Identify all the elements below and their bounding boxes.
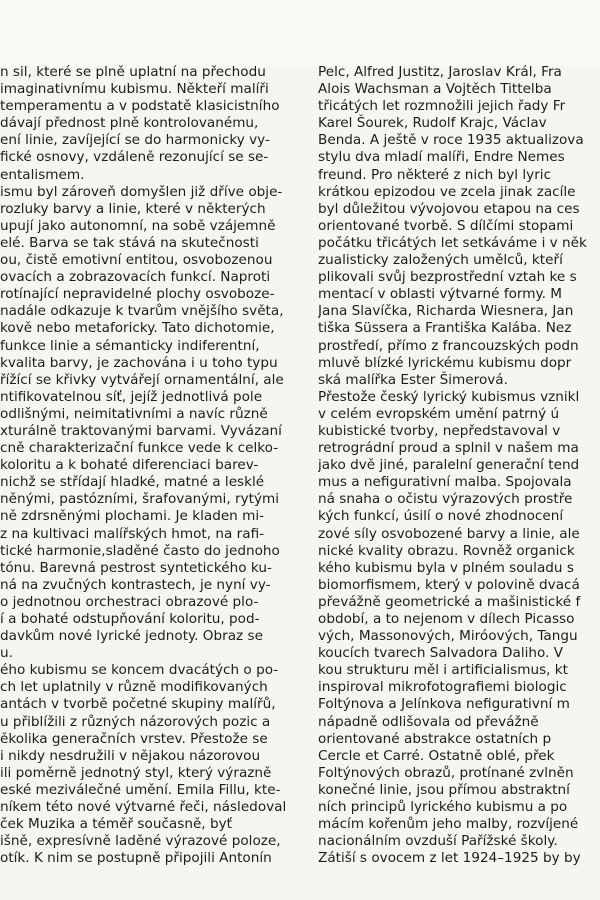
text-line: funkce linie a sémanticky indiferentní,: [0, 337, 260, 354]
text-line: xturálně traktovanými barvami. Vyvázaní: [0, 422, 282, 439]
text-line: išně, expresívně laděné výrazové poloze,: [0, 833, 281, 850]
text-line: ení linie, zavíjející se do harmonicky vy-: [0, 132, 270, 149]
text-line: nápadně odlišovala od převážně: [318, 713, 539, 730]
text-line: orientované abstrakce ostatních p: [318, 730, 552, 747]
page-top-margin: [0, 0, 600, 66]
text-line: Alois Wachsman a Vojtěch Tittelba: [318, 81, 552, 98]
text-line: antách v tvorbě početné skupiny malířů,: [0, 696, 276, 713]
text-line: řížící se křivky vytvářejí ornamentální, ale: [0, 371, 284, 388]
text-line: ou, čistě emotivní entitou, osvobozenou: [0, 252, 273, 269]
text-line: Pelc, Alfred Justitz, Jaroslav Král, Fra: [318, 64, 562, 80]
text-line: dávají přednost plně kontrolovanému,: [0, 115, 259, 132]
text-line: nadále odkazuje k tvarům vnějšího světa,: [0, 303, 284, 320]
text-line: kou strukturu měl i artificialismus, kt: [318, 662, 568, 679]
text-line: ch let uplatnily v různě modifikovaných: [0, 679, 268, 696]
text-line: nichž se střídají hladké, matné a lesklé: [0, 474, 265, 491]
text-line: kvalita barvy, je zachována i u toho typu: [0, 354, 278, 371]
text-line: kově nebo metaforicky. Tato dichotomie,: [0, 320, 275, 337]
text-line: ntifikovatelnou síť, jejíž jednotlivá pole: [0, 388, 263, 405]
text-line: Foltýnova a Jelínkova nefigurativní m: [318, 696, 570, 713]
text-line: kubistické tvorby, nepředstavoval v: [318, 422, 561, 439]
text-line: ná snaha o očistu výrazových prostře: [318, 491, 573, 508]
text-line: převážně geometrické a mašinistické f: [318, 593, 581, 610]
text-line: retrográdní proud a splnil v našem ma: [318, 440, 579, 457]
text-line: stylu dva mladí malíři, Endre Nemes: [318, 149, 565, 166]
text-line: tónu. Barevná pestrost syntetického ku-: [0, 559, 272, 576]
text-line: kého kubismu byla v plném souladu s: [318, 559, 574, 576]
text-line: rotínající nepravidelné plochy osvoboze-: [0, 286, 275, 303]
text-line: byl důležitou vývojovou etapou na ces: [318, 200, 580, 217]
text-line: eské meziválečné umění. Emila Fillu, kte-: [0, 781, 281, 798]
text-line: tiška Süssera a Františka Kalába. Nez: [318, 320, 572, 337]
text-line: mluvě blízké lyrickému kubismu dopr: [318, 354, 572, 371]
text-line: ních principů lyrického kubismu a po: [318, 799, 568, 816]
text-line: orientované tvorbě. S dílčími stopami: [318, 217, 574, 234]
text-line: z na kultivaci malířských hmot, na rafi-: [0, 525, 265, 542]
text-line: ili poměrně jednotný styl, který výrazně: [0, 764, 272, 781]
text-line: vých, Massonových, Miróových, Tangu: [318, 628, 578, 645]
text-line: níkem této nové výtvarné řeči, následoval: [0, 799, 287, 816]
text-column-right: [318, 64, 600, 900]
text-line: davkům nové lyrické jednoty. Obraz se: [0, 628, 263, 645]
text-line: Jana Slavíčka, Richarda Wiesnera, Jan: [318, 303, 574, 320]
text-line: inspiroval mikrofotografiemi biologic: [318, 679, 567, 696]
text-line: entalismem.: [0, 166, 85, 183]
text-line: elé. Barva se tak stává na skutečnosti: [0, 234, 259, 251]
text-line: krátkou epizodou ve zcela jinak zacíle: [318, 183, 576, 200]
text-line: rozluky barvy a linie, které v některých: [0, 200, 266, 217]
text-line: u.: [0, 645, 13, 662]
text-line: počátku třicátých let setkáváme i v něk: [318, 234, 587, 251]
text-line: temperamentu a v podstatě klasicistního: [0, 98, 280, 115]
text-line: freund. Pro některé z nich byl lyric: [318, 166, 552, 183]
text-line: mentací v oblasti výtvarné formy. M: [318, 286, 562, 303]
text-line: upují jako autonomní, na sobě vzájemně: [0, 217, 276, 234]
text-line: odlišnými, neimitativními a navíc různě: [0, 405, 268, 422]
text-line: nické kvality obrazu. Rovněž organick: [318, 542, 575, 559]
text-line: u přiblížili z různých názorových pozic a: [0, 713, 271, 730]
text-line: období, a to nejenom v dílech Picasso: [318, 611, 575, 627]
text-line: biomorfismem, který v polovině dvacá: [318, 576, 580, 593]
text-line: nacionálním ovzduší Pařížské školy.: [318, 833, 558, 850]
text-line: něnými, pastózními, šrafovanými, rytými: [0, 491, 280, 508]
text-line: Zátiší s ovocem z let 1924–1925 by by: [318, 850, 581, 867]
text-line: zové síly osvobozené barvy a linie, ale: [318, 525, 580, 542]
text-line: í a bohaté odstupňování koloritu, pod-: [0, 611, 260, 627]
text-line: mácím kořenům jeho malby, rozvíjené: [318, 816, 579, 833]
text-column-left: [0, 64, 305, 900]
text-line: konečné linie, jsou přímou abstraktní: [318, 781, 570, 798]
text-line: ého kubismu se koncem dvacátých o po-: [0, 662, 279, 679]
text-line: ismu byl zároveň domyšlen již dříve obje-: [0, 183, 283, 200]
text-line: ovacích a zobrazovacích funkcí. Naproti: [0, 269, 271, 286]
text-line: ěkolika generačních vrstev. Přestože se: [0, 730, 268, 747]
text-line: ská malířka Ester Šimerová.: [318, 371, 508, 388]
text-line: Přestože český lyrický kubismus vznikl: [318, 388, 580, 405]
text-line: ně zdrsněnými plochami. Je kladen mi-: [0, 508, 265, 525]
text-line: Karel Šourek, Rudolf Krajc, Václav: [318, 115, 547, 132]
text-line: imaginativnímu kubismu. Někteří malíři: [0, 81, 269, 98]
text-line: kých funkcí, úsilí o nové zhodnocení: [318, 508, 564, 525]
text-line: ček Muzika a téměř současně, byť: [0, 816, 232, 833]
text-line: cně charakterizační funkce vede k celko-: [0, 440, 279, 457]
text-line: n sil, které se plně uplatní na přechodu: [0, 64, 266, 80]
text-line: prostředí, přímo z francouzských podn: [318, 337, 579, 354]
text-line: Benda. A ještě v roce 1935 aktualizova: [318, 132, 584, 149]
text-line: ná na zvučných kontrastech, je nyní vy-: [0, 576, 271, 593]
text-line: jako dvě jiné, paralelní generační tend: [318, 457, 580, 474]
text-line: Cercle et Carré. Ostatně oblé, přek: [318, 747, 555, 764]
text-line: mus a nefigurativní malba. Spojovala: [318, 474, 572, 491]
text-line: v celém evropském umění patrný ú: [318, 405, 560, 422]
text-line: koucích tvarech Salvadora Daliho. V: [318, 645, 564, 662]
text-line: Foltýnových obrazů, protínané zvlněn: [318, 764, 574, 781]
text-line: koloritu a k bohaté diferenciaci barev-: [0, 457, 259, 474]
text-line: otík. K nim se postupně připojili Antonín: [0, 850, 272, 867]
text-line: zualisticky založených umělců, kteří: [318, 252, 563, 269]
text-line: třicátých let rozmnožili jejich řady Fr: [318, 98, 566, 115]
text-line: o jednotnou orchestraci obrazové plo-: [0, 593, 259, 610]
text-line: fické osnovy, vzdáleně rezonující se se-: [0, 149, 269, 166]
text-line: plikovali svůj bezprostřední vztah ke s: [318, 269, 577, 286]
text-line: tické harmonie,sladěné často do jednoho: [0, 542, 280, 559]
text-line: i nikdy nesdružili v nějakou názorovou: [0, 747, 261, 764]
